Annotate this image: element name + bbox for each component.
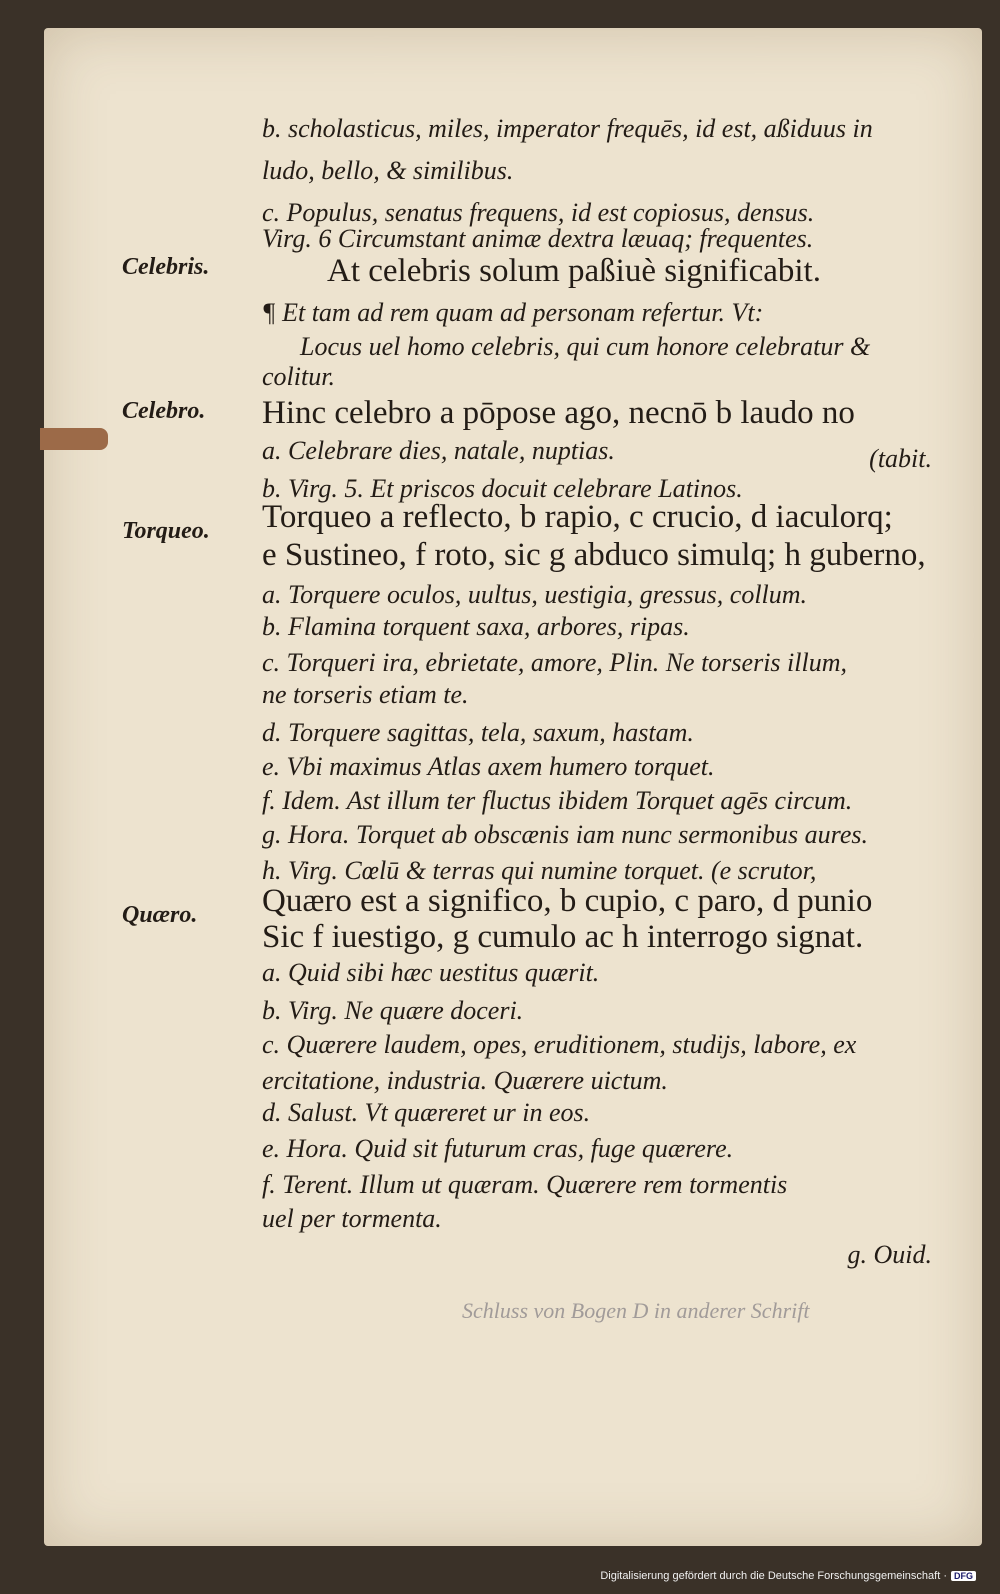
margin-term: Celebris.	[122, 254, 210, 280]
text-line: Quæro est a significo, b cupio, c paro, d punio	[262, 883, 873, 919]
text-line: d. Torquere sagittas, tela, saxum, hastam.	[262, 718, 694, 747]
text-line: c. Populus, senatus frequens, id est copiosus, densus.	[262, 198, 815, 227]
text-line: uel per tormenta.	[262, 1204, 442, 1233]
text-line: e. Vbi maximus Atlas axem humero torquet.	[262, 752, 715, 781]
text-line: ¶ Et tam ad rem quam ad personam refertur. Vt:	[262, 298, 764, 327]
dfg-logo: DFG	[951, 1571, 976, 1581]
footer-credit	[600, 1570, 976, 1582]
text-line: colitur.	[262, 362, 335, 391]
text-line: a. Celebrare dies, natale, nuptias.	[262, 436, 615, 465]
text-line: a. Quid sibi hæc uestitus quærit.	[262, 958, 600, 987]
text-line: c. Quærere laudem, opes, eruditionem, studijs, labore, ex	[262, 1030, 857, 1059]
handwritten-note: Schluss von Bogen D in anderer Schrift	[462, 1298, 810, 1323]
text-line: Locus uel homo celebris, qui cum honore celebratur &	[300, 332, 871, 361]
margin-term: Quæro.	[122, 902, 198, 928]
text-line: c. Torqueri ira, ebrietate, amore, Plin. Ne torseris illum,	[262, 648, 847, 677]
text-line: e. Hora. Quid sit futurum cras, fuge quærere.	[262, 1134, 734, 1163]
text-line: e Sustineo, f roto, sic g abduco simulq; h guberno,	[262, 537, 926, 573]
margin-term: Torqueo.	[122, 518, 210, 544]
page-tab-marker	[40, 428, 108, 450]
text-line: ne torseris etiam te.	[262, 680, 469, 709]
text-line: a. Torquere oculos, uultus, uestigia, gressus, collum.	[262, 580, 808, 609]
footer-text: Digitalisierung gefördert durch die Deutsche Forschungsgemeinschaft ·	[600, 1570, 947, 1582]
text-line: g. Ouid.	[847, 1240, 932, 1269]
text-line: (tabit.	[869, 444, 932, 473]
text-line: b. scholasticus, miles, imperator frequēs, id est, aßiduus in	[262, 114, 873, 143]
text-line: Torqueo a reflecto, b rapio, c crucio, d iaculorq;	[262, 499, 893, 535]
text-line: Hinc celebro a pōpose ago, necnō b laudo no	[262, 395, 855, 431]
text-line: b. Virg. 5. Et priscos docuit celebrare Latinos.	[262, 474, 743, 503]
text-line: Sic f iuestigo, g cumulo ac h interrogo signat.	[262, 919, 864, 955]
text-line: Virg. 6 Circumstant animæ dextra læuaq; frequentes.	[262, 224, 814, 253]
text-line: b. Virg. Ne quære doceri.	[262, 996, 524, 1025]
text-line: At celebris solum paßiuè significabit.	[327, 253, 821, 289]
text-line: f. Terent. Illum ut quæram. Quærere rem tormentis	[262, 1170, 788, 1199]
text-line: g. Hora. Torquet ab obscænis iam nunc sermonibus aures.	[262, 820, 868, 849]
text-line: h. Virg. Cœlū & terras qui numine torquet. (e scrutor,	[262, 856, 817, 885]
text-line: ludo, bello, & similibus.	[262, 156, 514, 185]
text-line: b. Flamina torquent saxa, arbores, ripas.	[262, 612, 690, 641]
text-line: ercitatione, industria. Quærere uictum.	[262, 1066, 668, 1095]
text-line: f. Idem. Ast illum ter fluctus ibidem Torquet agēs circum.	[262, 786, 853, 815]
text-line: d. Salust. Vt quæreret ur in eos.	[262, 1098, 591, 1127]
margin-term: Celebro.	[122, 398, 206, 424]
